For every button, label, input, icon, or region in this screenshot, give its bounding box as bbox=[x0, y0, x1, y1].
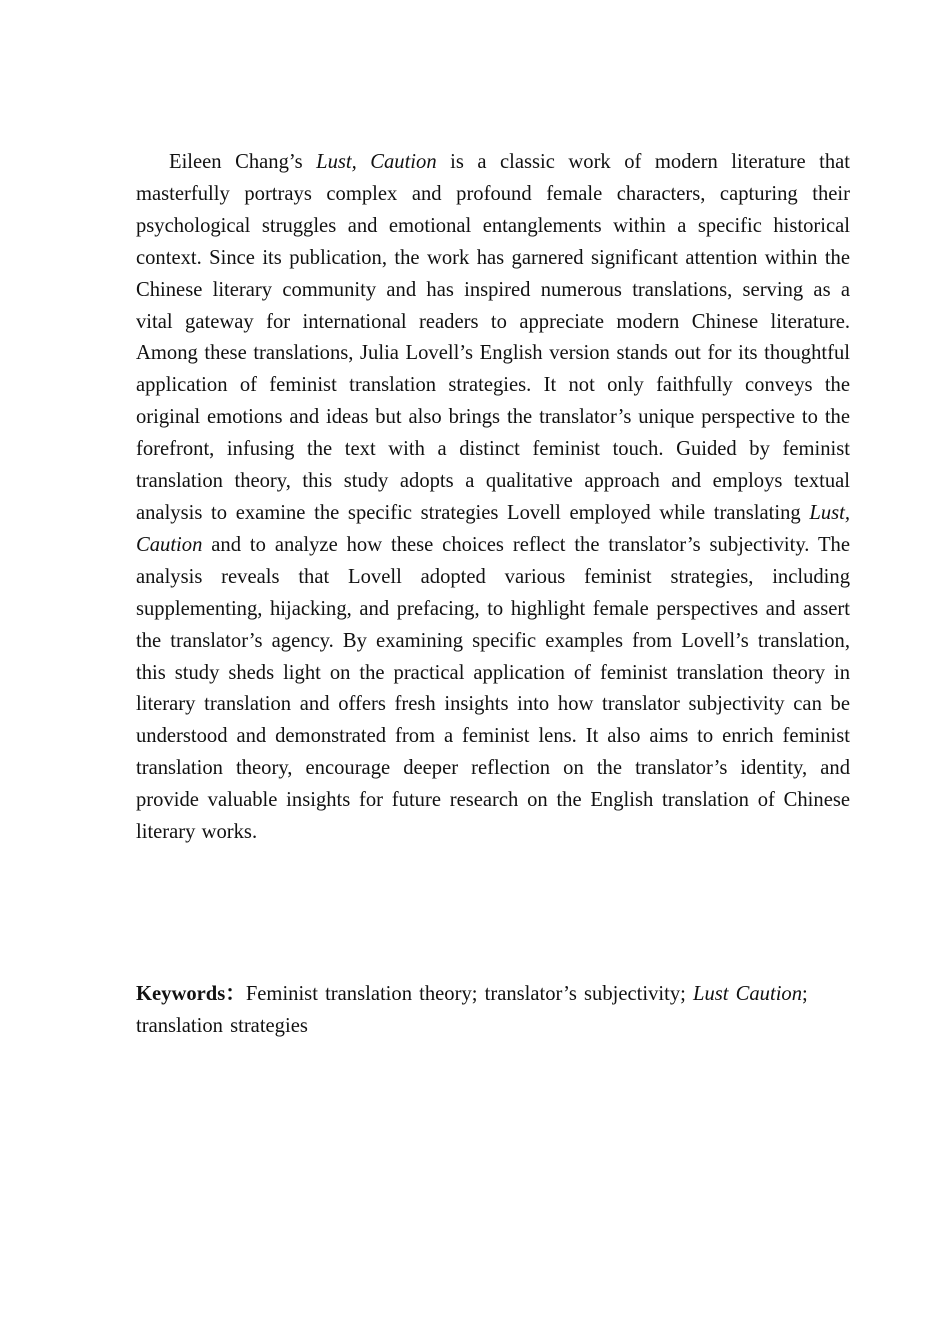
abstract-text-part-2: is a classic work of modern literature that masterfully portrays complex and profound female characters, capturing their psychological struggles and emotional entanglements within a specific historical context. Since its publication, the work has garnered significant attention within the Chinese literary community and has inspired numerous translations, serving as a vital gateway for international readers to appreciate modern Chinese literature. Among these translations, Julia Lovell’s English version stands out for its thoughtful application of feminist translation strategies. It not only faithfully conveys the original emotions and ideas but also brings the translator’s unique perspective to the forefront, infusing the text with a distinct feminist touch. Guided by feminist translation theory, this study adopts a qualitative approach and employs textual analysis to examine the specific strategies Lovell employed while translating bbox=[136, 151, 850, 524]
abstract-paragraph bbox=[136, 147, 850, 849]
abstract-text-part-1: Eileen Chang’s bbox=[169, 151, 317, 173]
keywords-book-title: Lust Caution bbox=[693, 983, 803, 1005]
keywords-line bbox=[136, 978, 816, 1042]
keywords-text-part-2: ; translation strategies bbox=[136, 983, 808, 1037]
keywords-label: Keywords： bbox=[136, 983, 246, 1005]
keywords-text-part-1: Feminist translation theory; translator’s subjectivity; bbox=[245, 983, 694, 1005]
book-title: Lust, Caution bbox=[136, 501, 850, 556]
abstract-text-part-3: and to analyze how these choices reflect the translator’s subjectivity. The analysis reveals that Lovell adopted various feminist strategies, including supplementing, hijacking, and prefacing, to highlight female perspectives and assert the translator’s agency. By examining specific examples from Lovell’s translation, this study sheds light on the practical application of feminist translation theory in literary translation and offers fresh insights into how translator subjectivity can be understood and demonstrated from a feminist lens. It also aims to enrich feminist translation theory, encourage deeper reflection on the translator’s identity, and provide valuable insights for future research on the English translation of Chinese literary works. bbox=[136, 533, 850, 844]
book-title: Lust, Caution bbox=[316, 151, 437, 173]
